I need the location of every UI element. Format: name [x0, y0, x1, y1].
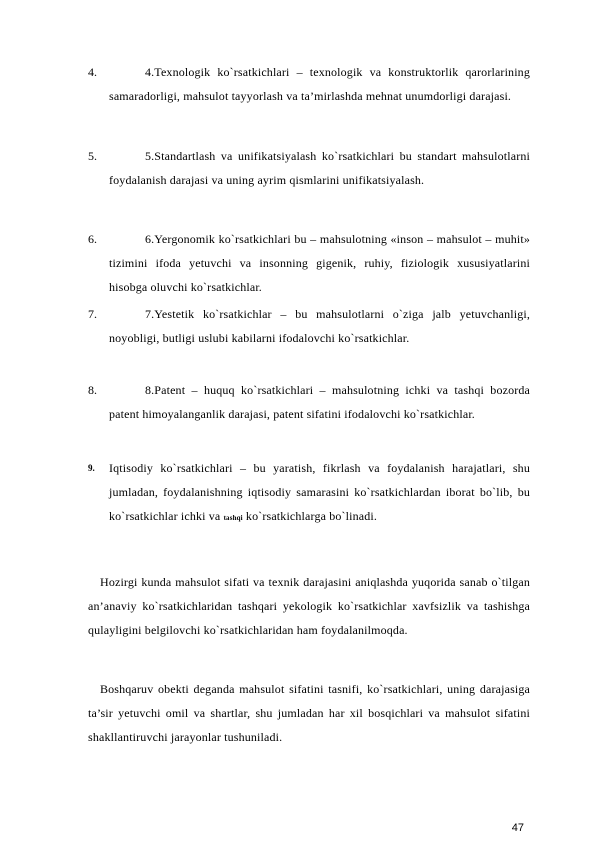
- list-item-6: [88, 227, 530, 299]
- list-item-small-word: tashqi: [223, 514, 243, 522]
- list-item-5: [88, 144, 530, 192]
- list-number: 6.: [88, 232, 97, 246]
- list-item-4: [88, 60, 530, 108]
- list-item-8: [88, 378, 530, 426]
- list-item-text: Iqtisodiy ko`rsatkichlari – bu yaratish, fikrlash va foydalanish harajatlari, shu jumladan, foydalanishning iqtisodiy samarasini ko`rsatkichlardan iborat bo`lib, bu ko`rsatkichlar ichki va: [109, 461, 530, 523]
- list-number: 8.: [88, 383, 97, 397]
- list-number: 7.: [88, 307, 97, 321]
- list-number: 4.: [88, 65, 97, 79]
- list-item-text: 4.Texnologik ko`rsatkichlari – texnologik va konstruktorlik qarorlarining samaradorligi, mahsulot tayyorlash va ta’mirlashda mehnat unumdorligi darajasi.: [109, 65, 530, 103]
- list-item-text: 8.Patent – huquq ko`rsatkichlari – mahsulotning ichki va tashqi bozorda patent himoyalanganlik darajasi, patent sifatini ifodalovchi ko`rsatkichlar.: [109, 383, 530, 421]
- body-paragraph-1: Hozirgi kunda mahsulot sifati va texnik darajasini aniqlashda yuqorida sanab o`tilgan an’anaviy ko`rsatkichlaridan tashqari yekologik ko`rsatkichlar xavfsizlik va tashishga qulayligini belgilovchi ko`rsatkichlaridan ham foydalanilmoqda.: [88, 575, 530, 637]
- list-item-text: 5.Standartlash va unifikatsiyalash ko`rsatkichlari bu standart mahsulotlarni foydalanish darajasi va uning ayrim qismlarini unifikatsiyalash.: [109, 149, 530, 187]
- list-item-text: 6.Yergonomik ko`rsatkichlari bu – mahsulotning «inson – mahsulot – muhit» tizimini ifoda yetuvchi va insonning gigenik, ruhiy, fiziologik xususiyatlarini hisobga oluvchi ko`rsatkichlar.: [109, 232, 530, 294]
- page-number: 47: [511, 822, 524, 834]
- list-item-text: 7.Yestetik ko`rsatkichlar – bu mahsulotlarni o`ziga jalb yetuvchanligi, noyobligi, butligi uslubi kabilarni ifodalovchi ko`rsatkichlar.: [109, 307, 530, 345]
- list-item-text-end: ko`rsatkichlarga bo`linadi.: [245, 509, 378, 523]
- list-item-9: [88, 456, 530, 530]
- body-paragraph-2: Boshqaruv obekti deganda mahsulot sifatini tasnifi, ko`rsatkichlari, uning darajasiga ta’sir yetuvchi omil va shartlar, shu jumladan har xil bosqichlari va mahsulot sifatini shakllantiruvchi jarayonlar tushuniladi.: [88, 682, 530, 744]
- list-number: 5.: [88, 149, 97, 163]
- list-item-7: [88, 302, 530, 350]
- list-number: 9.: [88, 463, 95, 473]
